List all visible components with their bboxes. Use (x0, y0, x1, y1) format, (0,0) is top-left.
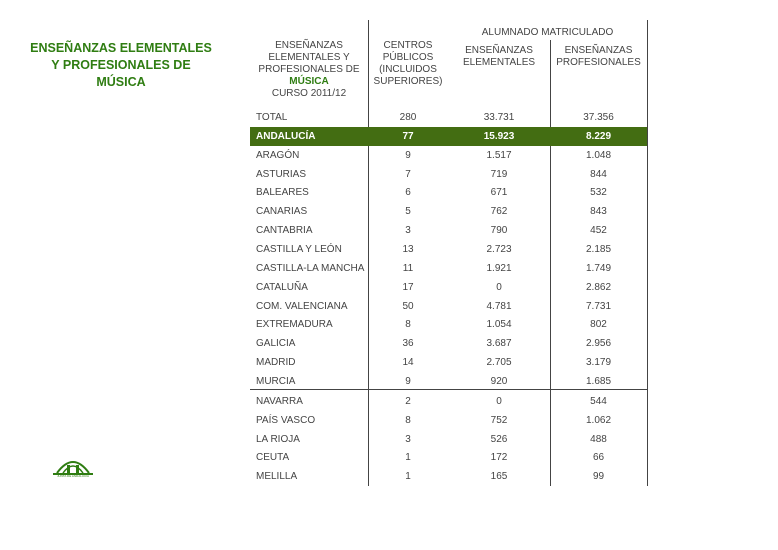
row-profesionales: 843 (590, 206, 607, 218)
row-profesionales: 66 (592, 452, 605, 464)
logo-text: JUNTA DE ANDALUCIA (56, 474, 90, 478)
row-centros: 9 (405, 149, 411, 161)
row-centros: 3 (405, 225, 411, 237)
page-title (30, 40, 212, 91)
row-profesionales: 1.749 (585, 262, 612, 274)
row-name: MADRID (256, 357, 296, 369)
header-col-profesionales (550, 45, 647, 69)
header-col2-line2: PÚBLICOS (382, 52, 434, 63)
row-elementales: 3.687 (486, 338, 512, 350)
row-elementales: 2.705 (486, 357, 512, 369)
row-name: TOTAL (256, 112, 288, 123)
table-row (250, 240, 647, 259)
row-name: CATALUÑA (256, 281, 308, 293)
table-row (250, 353, 647, 372)
table-row (250, 448, 647, 467)
row-elementales: 165 (490, 471, 508, 483)
table-row (250, 183, 647, 202)
row-centros: 50 (402, 300, 414, 312)
row-elementales: 0 (496, 395, 502, 407)
table-row (250, 334, 647, 353)
row-name: EXTREMADURA (256, 319, 333, 331)
header-col1-line1: ENSEÑANZAS (275, 40, 343, 51)
table-row (250, 278, 647, 297)
row-profesionales: 3.179 (585, 357, 612, 369)
row-elementales: 2.723 (486, 243, 512, 255)
row-name: ARAGÓN (256, 149, 300, 161)
row-elementales: 1.517 (486, 149, 512, 161)
row-profesionales: 1.685 (585, 375, 612, 387)
title-line-1: ENSEÑANZAS ELEMENTALES (30, 41, 212, 55)
row-profesionales: 99 (592, 471, 605, 483)
table-row (250, 259, 647, 278)
row-centros: 5 (405, 206, 411, 218)
row-name: CANARIAS (256, 206, 308, 218)
row-name: ANDALUCÍA (256, 130, 316, 142)
row-name: COM. VALENCIANA (256, 300, 348, 312)
title-line-3: MÚSICA (96, 75, 146, 89)
row-centros: 14 (402, 357, 414, 369)
table-row (250, 108, 647, 127)
row-profesionales: 8.229 (585, 130, 612, 142)
row-centros: 36 (402, 338, 414, 350)
row-centros: 7 (405, 168, 411, 180)
row-profesionales: 2.862 (585, 281, 612, 293)
row-centros: 6 (405, 187, 411, 199)
row-name: MURCIA (256, 375, 296, 387)
row-profesionales: 452 (590, 225, 607, 237)
table-row (250, 297, 647, 316)
header-col1-line2: ELEMENTALES Y (268, 52, 350, 63)
row-profesionales: 488 (590, 433, 607, 445)
row-name: NAVARRA (256, 395, 303, 407)
row-elementales: 4.781 (486, 300, 512, 312)
table-row (250, 127, 647, 146)
row-elementales: 719 (490, 168, 508, 180)
row-profesionales: 802 (590, 319, 607, 331)
row-centros: 8 (405, 414, 411, 426)
row-elementales: 172 (490, 452, 508, 464)
row-elementales: 752 (490, 414, 508, 426)
header-group-alumnado: ALUMNADO MATRICULADO (481, 27, 614, 38)
section-divider (250, 389, 647, 390)
row-name: LA RIOJA (256, 433, 300, 445)
row-centros: 13 (402, 243, 414, 255)
row-centros: 1 (405, 471, 411, 483)
title-line-2: Y PROFESIONALES DE (51, 58, 191, 72)
table-row (250, 430, 647, 449)
table-row (250, 202, 647, 221)
row-elementales: 33.731 (483, 112, 515, 123)
music-education-table (250, 20, 650, 486)
row-elementales: 790 (490, 225, 508, 237)
row-name: ASTURIAS (256, 168, 307, 180)
row-elementales: 15.923 (483, 130, 515, 142)
table-row (250, 392, 647, 411)
row-centros: 3 (405, 433, 411, 445)
row-elementales: 920 (490, 375, 508, 387)
row-profesionales: 2.956 (585, 338, 612, 350)
header-col-centros (368, 40, 448, 88)
header-col2-line3: (INCLUIDOS (379, 64, 437, 75)
header-col4-line1: ENSEÑANZAS (564, 45, 633, 56)
row-elementales: 1.054 (486, 319, 512, 331)
row-centros: 77 (402, 130, 414, 142)
table-row (250, 315, 647, 334)
table-row (250, 165, 647, 184)
header-col4-line2: PROFESIONALES (556, 57, 641, 68)
row-profesionales: 532 (590, 187, 607, 199)
header-col3-line1: ENSEÑANZAS (465, 45, 533, 56)
table-row (250, 146, 647, 165)
header-col-region (250, 40, 368, 100)
row-centros: 11 (402, 262, 414, 274)
row-elementales: 526 (490, 433, 508, 445)
header-col2-line1: CENTROS (383, 40, 433, 51)
row-profesionales: 844 (590, 168, 607, 180)
row-name: CEUTA (256, 452, 290, 464)
row-centros: 8 (405, 319, 411, 331)
row-name: CASTILLA-LA MANCHA (256, 262, 365, 274)
row-profesionales: 2.185 (585, 243, 612, 255)
row-elementales: 762 (490, 206, 508, 218)
column-divider-3 (647, 20, 648, 486)
row-profesionales: 1.048 (585, 149, 612, 161)
header-col2-line4: SUPERIORES) (373, 76, 443, 87)
row-name: CANTABRIA (256, 225, 313, 237)
row-elementales: 1.921 (486, 262, 512, 274)
header-col3-line2: ELEMENTALES (462, 57, 536, 68)
header-col1-line3: PROFESIONALES DE (258, 64, 360, 75)
row-name: BALEARES (256, 187, 309, 199)
row-centros: 9 (405, 375, 411, 387)
row-centros: 17 (402, 281, 414, 293)
row-name: MELILLA (256, 471, 298, 483)
row-centros: 280 (399, 112, 417, 123)
row-name: CASTILLA Y LEÓN (256, 243, 342, 255)
row-centros: 1 (405, 452, 411, 464)
header-col-elementales (448, 45, 550, 69)
table-row (250, 221, 647, 240)
row-profesionales: 7.731 (585, 300, 612, 312)
table-row (250, 411, 647, 430)
row-profesionales: 1.062 (585, 414, 612, 426)
row-centros: 2 (405, 395, 411, 407)
row-profesionales: 544 (590, 395, 607, 407)
header-col1-line5: CURSO 2011/12 (271, 88, 347, 99)
row-elementales: 671 (490, 187, 508, 199)
header-col1-line4: MÚSICA (289, 76, 329, 87)
row-name: PAÍS VASCO (256, 414, 316, 426)
row-name: GALICIA (256, 338, 296, 350)
table-row (250, 467, 647, 486)
row-elementales: 0 (496, 281, 502, 293)
row-profesionales: 37.356 (583, 112, 614, 123)
